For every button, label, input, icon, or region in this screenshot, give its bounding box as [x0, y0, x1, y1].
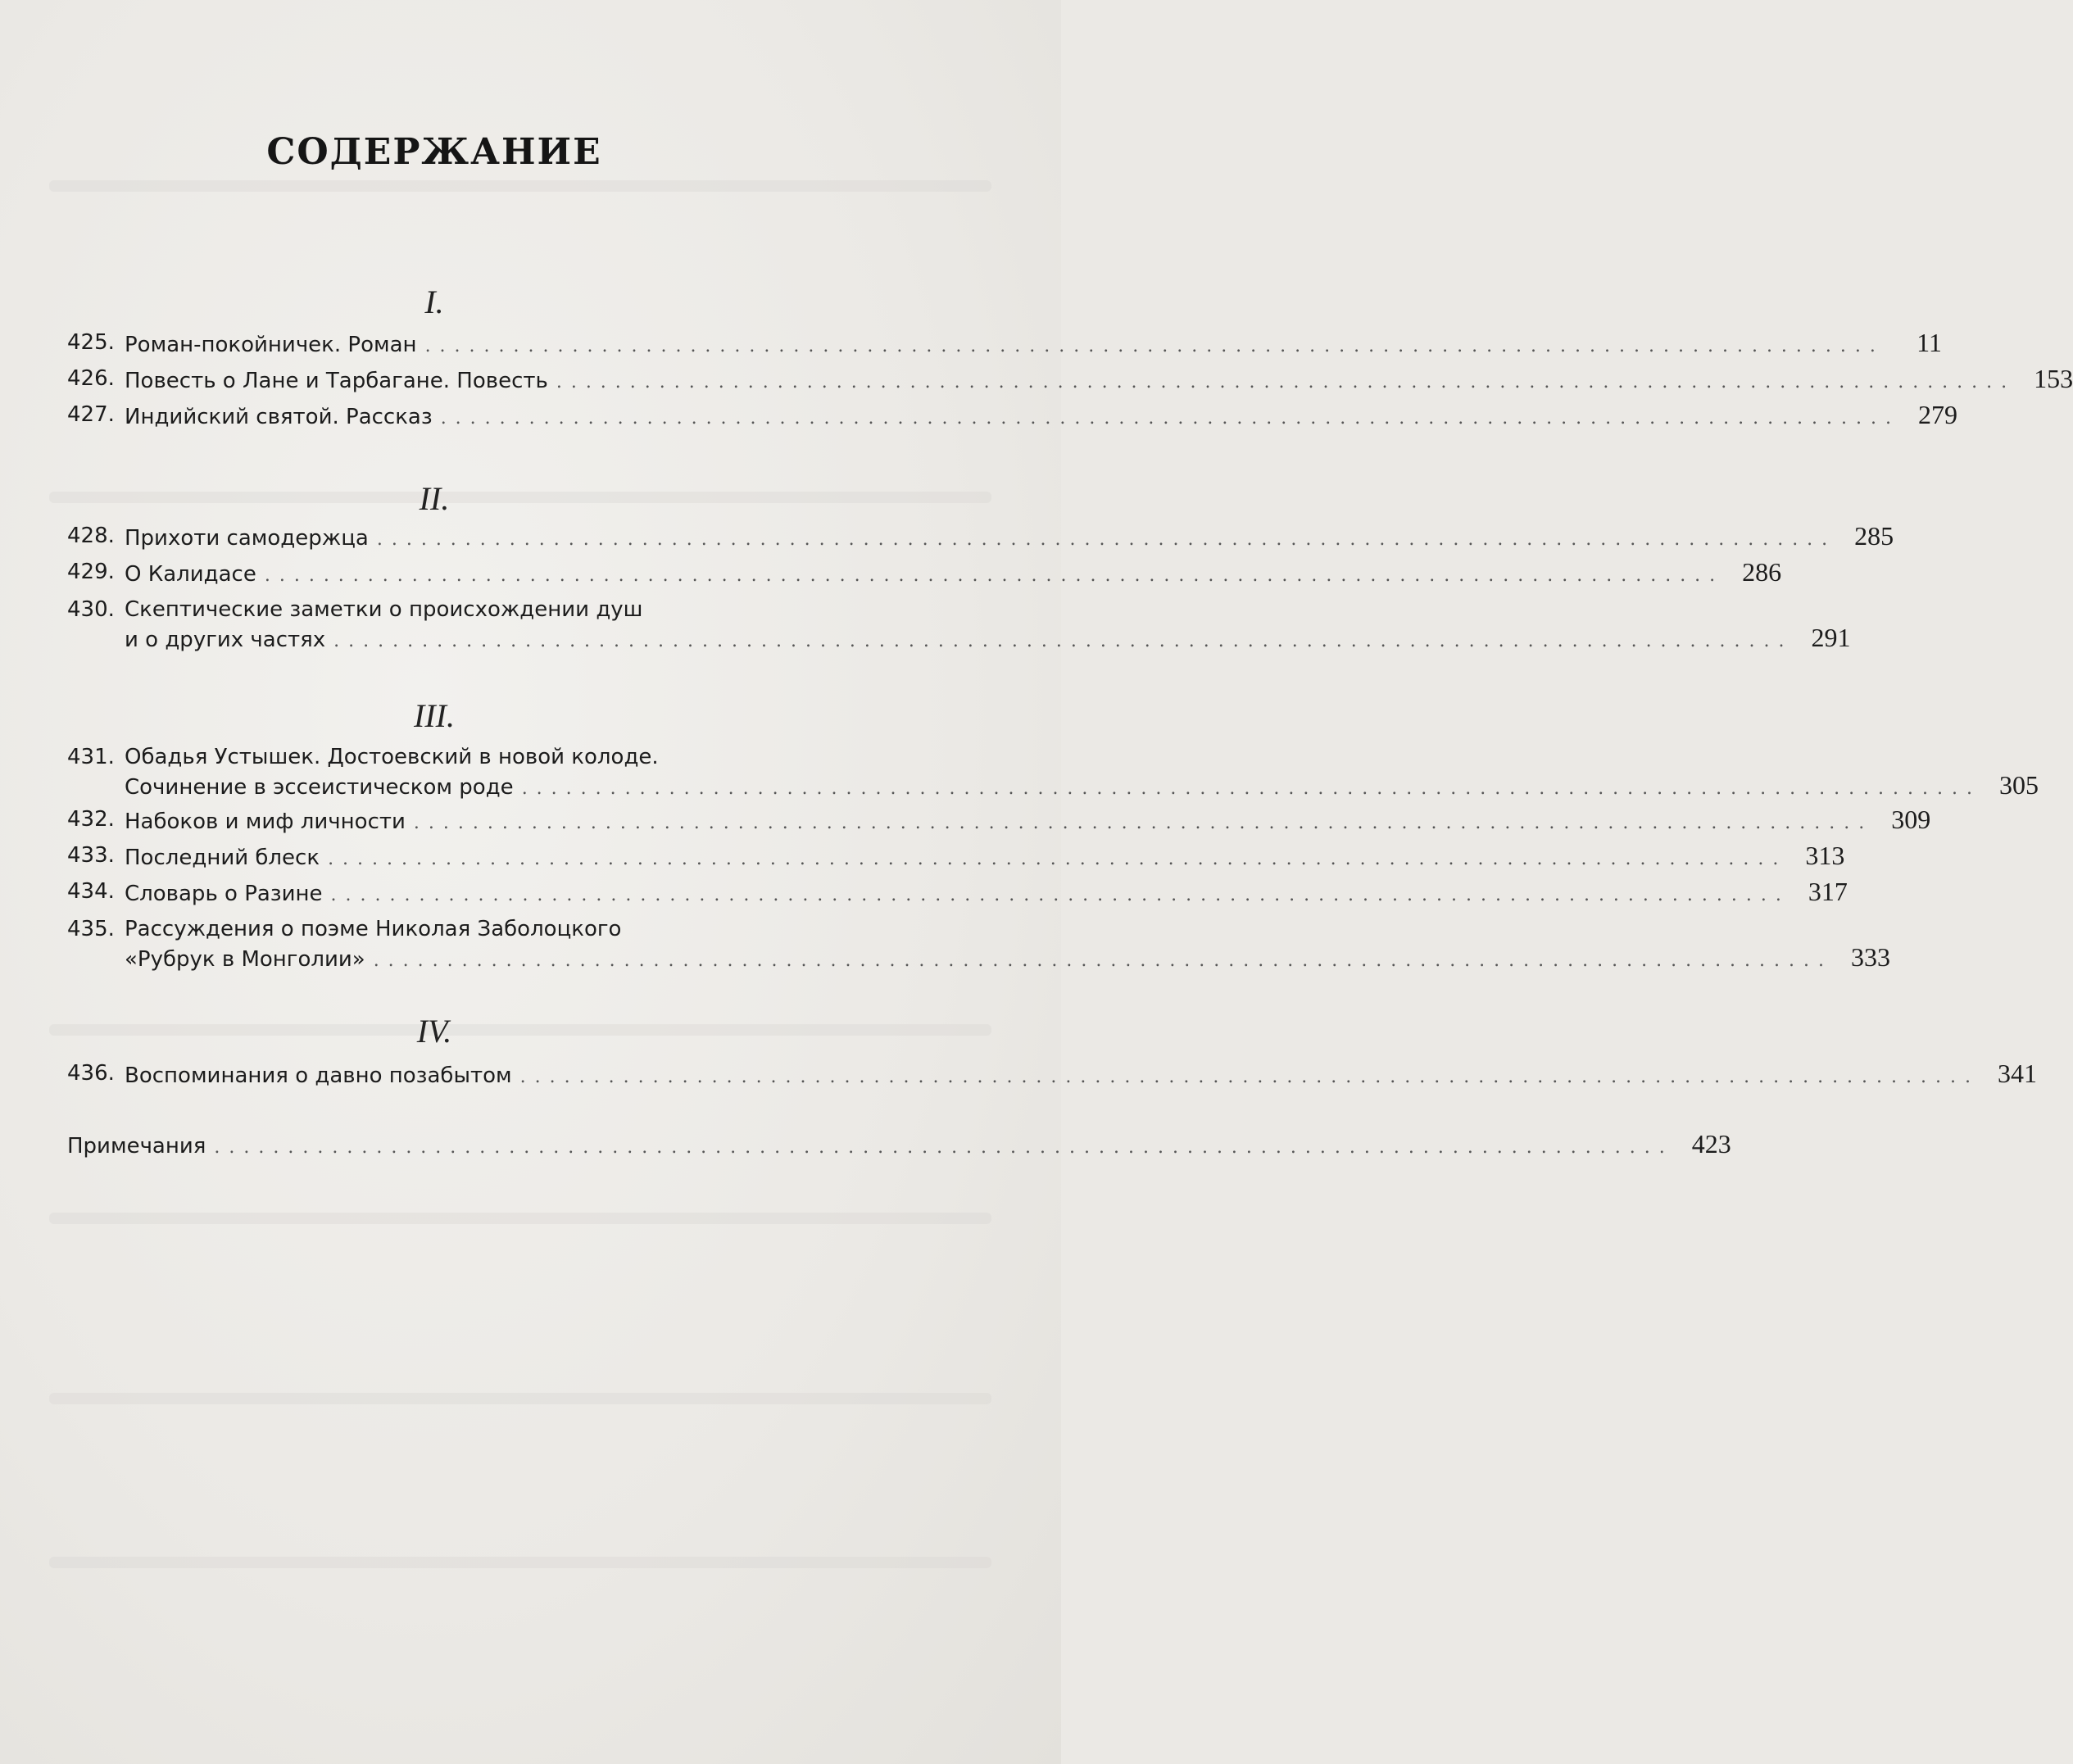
entry-number: 432.	[67, 807, 115, 832]
entry-title-line1: Скептические заметки о происхождении душ	[125, 597, 643, 622]
page-title: СОДЕРЖАНИЕ	[266, 131, 602, 173]
page-number: 279	[1918, 400, 1958, 429]
entry-title: Прихоти самодержца	[125, 526, 369, 551]
leader-dots: ...................................................................................................	[519, 1067, 1980, 1087]
leader-dots: ...................................................................................................	[376, 529, 1837, 550]
page-number: 153	[2034, 364, 2073, 393]
show-through	[49, 180, 991, 192]
show-through	[49, 1213, 991, 1224]
leader-dots: ...................................................................................................	[330, 885, 1790, 905]
entry-title: Воспоминания о давно позабытом	[125, 1063, 512, 1088]
entry-number: 433.	[67, 843, 115, 868]
entry-title: «Рубрук в Монголии»	[125, 947, 365, 972]
page-number: 313	[1805, 841, 1845, 870]
page-number: 317	[1808, 877, 1848, 906]
section-numeral: I.	[424, 283, 444, 320]
page-number: 423	[1691, 1129, 1731, 1159]
entry-title-line1: Обадья Устышек. Достоевский в новой колоде.	[125, 745, 659, 769]
page-number: 291	[1811, 623, 1851, 652]
leader-dots: ...................................................................................................	[373, 950, 1834, 971]
notes-title: Примечания	[67, 1134, 206, 1159]
leader-dots: ...................................................................................................	[413, 813, 1874, 833]
show-through	[49, 1393, 991, 1404]
entry-number: 431.	[67, 745, 115, 769]
leader-dots: ...................................................................................................	[521, 778, 1982, 799]
entry-title-line1: Рассуждения о поэме Николая Заболоцкого	[125, 917, 622, 941]
page-number: 286	[1742, 557, 1782, 587]
entry-number: 430.	[67, 597, 115, 622]
entry-number: 428.	[67, 524, 115, 548]
entry-title: Роман-покойничек. Роман	[125, 333, 417, 357]
entry-number: 435.	[67, 917, 115, 941]
leader-dots: ...................................................................................................	[328, 849, 1788, 869]
leader-dots: ...................................................................................................	[333, 631, 1794, 651]
entry-number: 436.	[67, 1061, 115, 1086]
entry-title: и о других частях	[125, 628, 326, 652]
leader-dots: ...................................................................................................	[440, 408, 1901, 429]
page-number: 285	[1854, 521, 1894, 551]
page-number: 341	[1998, 1059, 2037, 1088]
section-numeral: II.	[419, 480, 450, 517]
entry-number: 425.	[67, 330, 115, 355]
entry-title: Набоков и миф личности	[125, 809, 406, 834]
page-number: 333	[1851, 942, 1891, 972]
entry-number: 434.	[67, 879, 115, 904]
leader-dots: ...................................................................................................	[556, 372, 2016, 392]
leader-dots: ...................................................................................................	[424, 336, 1885, 356]
entry-number: 429.	[67, 560, 115, 584]
entry-number: 426.	[67, 366, 115, 391]
entry-title: Индийский святой. Рассказ	[125, 405, 433, 429]
entry-number: 427.	[67, 402, 115, 427]
leader-dots: ...................................................................................................	[214, 1137, 1674, 1158]
section-numeral: IV.	[416, 1013, 452, 1050]
entry-title: Повесть о Лане и Тарбагане. Повесть	[125, 369, 548, 393]
page-number: 305	[1999, 770, 2039, 800]
leader-dots: ...................................................................................................	[264, 565, 1725, 586]
entry-title: О Калидасе	[125, 562, 256, 587]
page-number: 309	[1891, 805, 1931, 834]
entry-title: Словарь о Разине	[125, 882, 323, 906]
section-numeral: III.	[414, 697, 455, 734]
entry-title: Последний блеск	[125, 846, 320, 870]
page-number: 11	[1917, 328, 1942, 357]
show-through	[49, 1557, 991, 1568]
entry-title: Сочинение в эссеистическом роде	[125, 775, 514, 800]
